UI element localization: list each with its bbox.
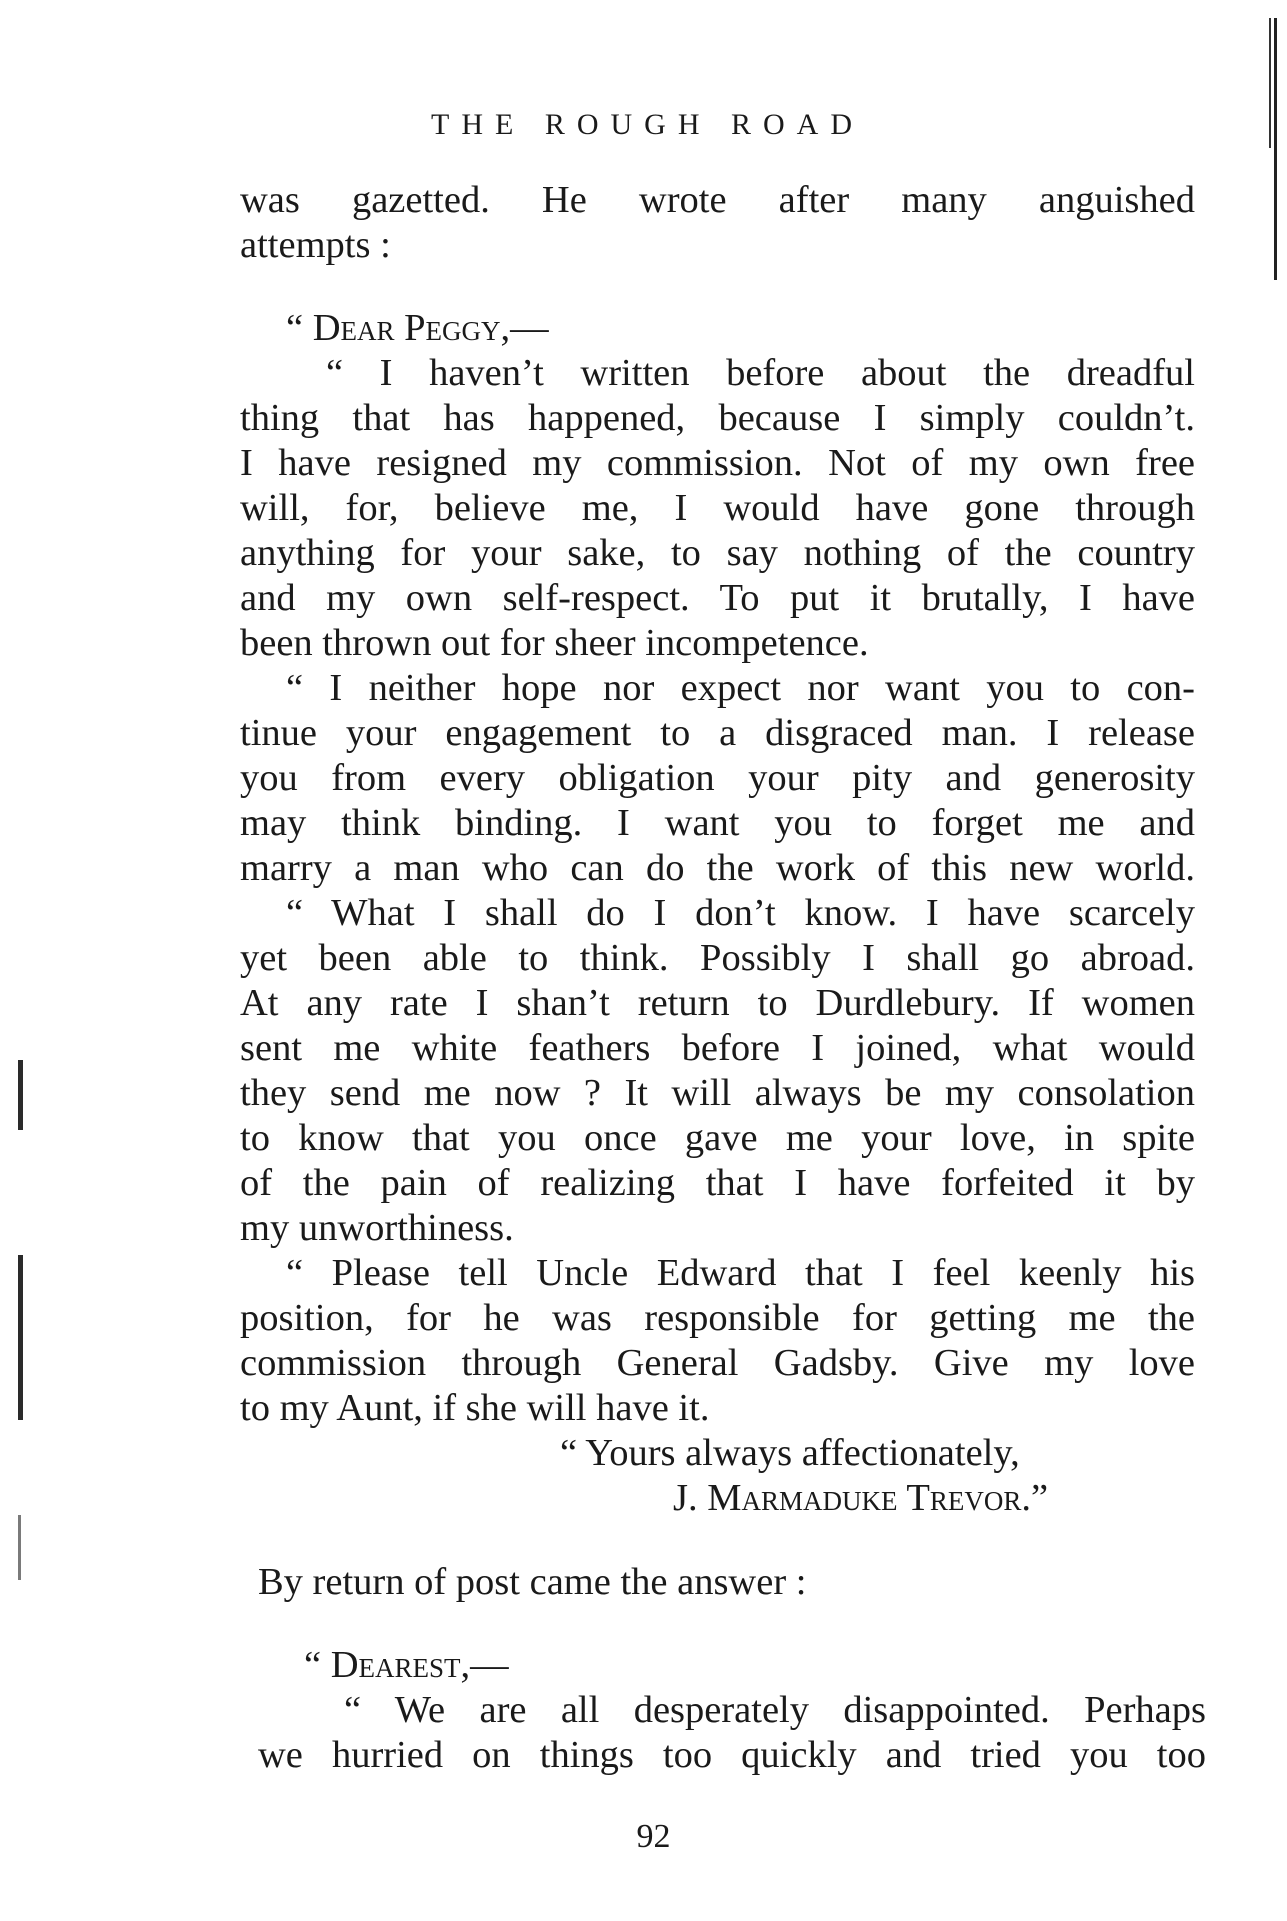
scan-artifact bbox=[18, 1255, 23, 1420]
text-line: sent me white feathers before I joined, what would bbox=[240, 1027, 1195, 1069]
letter-closing: “ Yours always affectionately, bbox=[560, 1432, 1020, 1474]
text-line: position, for he was responsible for getting me the bbox=[240, 1297, 1195, 1339]
text-line: marry a man who can do the work of this new world. bbox=[240, 847, 1195, 889]
text-line: they send me now ? It will always be my consolation bbox=[240, 1072, 1195, 1114]
text-line: tinue your engagement to a disgraced man. I release bbox=[240, 712, 1195, 754]
page-number: 92 bbox=[636, 1818, 671, 1855]
running-title: THE ROUGH ROAD bbox=[431, 108, 864, 141]
salutation: “ Dearest,— bbox=[304, 1644, 509, 1686]
text-line: I have resigned my commission. Not of my own free bbox=[240, 442, 1195, 484]
scan-artifact bbox=[18, 1515, 21, 1580]
text-line: to my Aunt, if she will have it. bbox=[240, 1387, 710, 1429]
text-line: At any rate I shan’t return to Durdlebury. If women bbox=[240, 982, 1195, 1024]
text-line: yet been able to think. Possibly I shall go abroad. bbox=[240, 937, 1195, 979]
text-line: anything for your sake, to say nothing of the country bbox=[240, 532, 1195, 574]
text-line: and my own self-respect. To put it brutally, I have bbox=[240, 577, 1195, 619]
text-line: “ What I shall do I don’t know. I have scarcely bbox=[286, 892, 1195, 934]
text-line: you from every obligation your pity and generosity bbox=[240, 757, 1195, 799]
scan-artifact bbox=[18, 1060, 23, 1130]
text-line: thing that has happened, because I simply couldn’t. bbox=[240, 397, 1195, 439]
text-line: was gazetted. He wrote after many anguished bbox=[240, 179, 1195, 221]
text-line: been thrown out for sheer incompetence. bbox=[240, 622, 869, 664]
text-line: “ We are all desperately disappointed. Perhaps bbox=[344, 1689, 1206, 1731]
text-line: we hurried on things too quickly and tried you too bbox=[258, 1734, 1206, 1776]
letter-signature: J. Marmaduke Trevor.” bbox=[673, 1477, 1049, 1519]
page-edge-shadow bbox=[1274, 18, 1277, 280]
text-line: may think binding. I want you to forget me and bbox=[240, 802, 1195, 844]
text-line: my unworthiness. bbox=[240, 1207, 514, 1249]
text-line: “ Please tell Uncle Edward that I feel keenly his bbox=[286, 1252, 1195, 1294]
main-text bbox=[240, 178, 1195, 1521]
text-line: “ I neither hope nor expect nor want you to con- bbox=[286, 667, 1195, 709]
text-line: of the pain of realizing that I have forfeited it by bbox=[240, 1162, 1195, 1204]
salutation: “ Dear Peggy,— bbox=[286, 307, 549, 349]
text-line: commission through General Gadsby. Give my love bbox=[240, 1342, 1195, 1384]
text-line: attempts : bbox=[240, 224, 391, 266]
text-line: “ I haven’t written before about the dreadful bbox=[326, 352, 1195, 394]
text-line: to know that you once gave me your love, in spite bbox=[240, 1117, 1195, 1159]
reply-section bbox=[258, 1560, 1206, 1778]
text-line: By return of post came the answer : bbox=[258, 1561, 807, 1603]
text-line: will, for, believe me, I would have gone through bbox=[240, 487, 1195, 529]
